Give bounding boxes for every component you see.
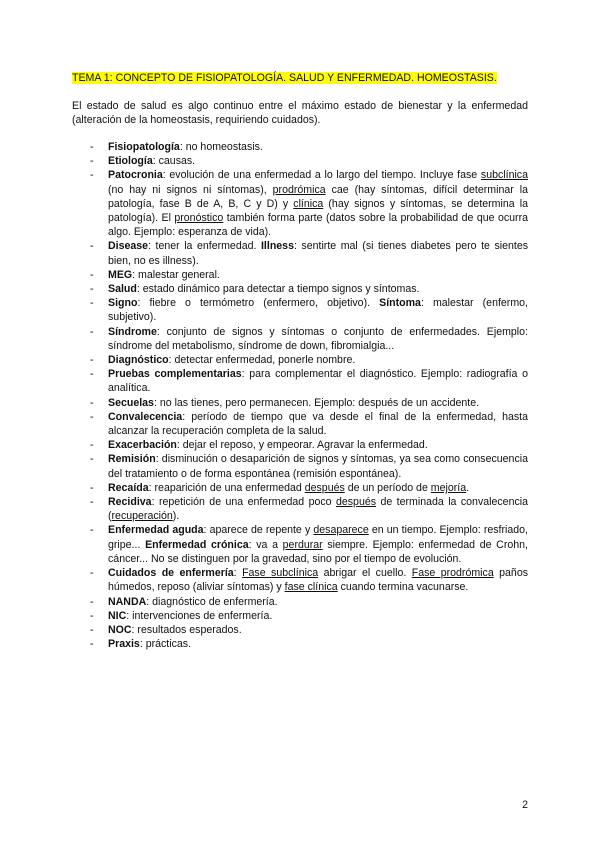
term: Convalecencia xyxy=(108,410,183,423)
term: Pruebas complementarias xyxy=(108,368,242,381)
list-item xyxy=(90,637,528,651)
underlined-term: Fase subclínica xyxy=(242,567,319,580)
underlined-term: mejoría xyxy=(430,481,467,494)
list-item xyxy=(90,566,528,594)
list-item xyxy=(90,282,528,296)
term: Illness xyxy=(260,240,294,253)
underlined-term: clínica xyxy=(293,197,324,210)
list-item xyxy=(90,595,528,609)
definition: de un período de xyxy=(344,481,431,494)
term: NOC xyxy=(108,623,132,636)
definition: cae (hay síntomas, difícil determinar la patología, fase B de A, B, C y D) y xyxy=(108,183,528,210)
definition: ). xyxy=(172,510,180,523)
term: Síntoma xyxy=(379,297,421,310)
definition: : no las tienes, pero permanecen. Ejemplo: después de un accidente. xyxy=(153,396,480,409)
definition: : va a xyxy=(248,538,283,551)
term: Disease xyxy=(108,240,149,253)
definition: siempre. Ejemplo: enfermedad de Crohn, cáncer... No se distinguen por la gravedad, sino por el tiempo de evolución. xyxy=(108,538,528,565)
definition: : disminución o desaparición de signos y síntomas, ya sea como consecuencia del tratamiento o de forma espontánea (remisión espontánea). xyxy=(108,453,528,480)
term: Exacerbación xyxy=(108,439,177,452)
underlined-term: pronóstico xyxy=(174,212,224,225)
term: Praxis xyxy=(108,638,140,651)
term: Cuidados de enfermería xyxy=(108,567,234,580)
term: Secuelas xyxy=(108,396,154,409)
definition: : resultados esperados. xyxy=(131,623,242,636)
underlined-term: fase clínica xyxy=(284,581,338,594)
definition: : malestar (enfermo, subjetivo). xyxy=(108,297,528,324)
list-item xyxy=(90,168,528,239)
definition: . xyxy=(466,481,470,494)
term: NIC xyxy=(108,609,127,622)
term: Remisión xyxy=(108,453,156,466)
page-number: 2 xyxy=(522,799,528,811)
title-highlight: TEMA 1: CONCEPTO DE FISIOPATOLOGÍA. SALUD Y ENFERMEDAD. HOMEOSTASIS. xyxy=(72,72,497,84)
term: Patocronia xyxy=(108,169,163,182)
definition: de terminada la convalecencia ( xyxy=(108,496,528,523)
list-item xyxy=(90,353,528,367)
list-item xyxy=(90,438,528,452)
list-item xyxy=(90,481,528,495)
list-item xyxy=(90,268,528,282)
underlined-term: perdurar xyxy=(282,538,323,551)
underlined-term: después xyxy=(304,481,345,494)
definition: : período de tiempo que va desde el final de la enfermedad, hasta alcanzar la recuperación completa de la salud. xyxy=(108,410,528,438)
term: Recidiva xyxy=(108,496,152,509)
list-item xyxy=(90,452,528,480)
list-item xyxy=(90,609,528,623)
list-item xyxy=(90,410,528,438)
definition: : detectar enfermedad, ponerle nombre. xyxy=(168,354,356,367)
definition: (no hay ni signos ni síntomas), xyxy=(108,183,273,196)
definition: : sentirte mal (si tienes diabetes pero te sientes bien, no es illness). xyxy=(108,240,529,267)
definition: : prácticas. xyxy=(139,638,192,651)
term: Diagnóstico xyxy=(108,354,169,367)
definition: : estado dinámico para detectar a tiempo signos y síntomas. xyxy=(136,283,420,296)
underlined-term: Fase prodrómica xyxy=(411,567,494,580)
definition: cuando termina vacunarse. xyxy=(337,581,469,594)
definition: (hay signos y síntomas, se determina la patología). El xyxy=(108,197,528,225)
list-item xyxy=(90,296,528,324)
definition: también forma parte (datos sobre la probabilidad de que ocurra algo. Ejemplo: esperanza de vida). xyxy=(108,212,528,239)
definition: : repetición de una enfermedad poco xyxy=(151,496,336,509)
definition: : causas. xyxy=(152,155,196,168)
definition: : malestar general. xyxy=(132,268,220,281)
term: MEG xyxy=(108,268,133,281)
list-item xyxy=(90,523,528,566)
underlined-term: prodrómica xyxy=(272,183,326,196)
list-item xyxy=(90,367,528,395)
term: Enfermedad crónica xyxy=(145,538,249,551)
definition: abrigar el cuello. xyxy=(318,567,412,580)
term: Fisiopatología xyxy=(108,141,180,153)
definition: : para complementar el diagnóstico. Ejemplo: radiografía o analítica. xyxy=(108,368,528,395)
definition: : fiebre o termómetro (enfermero, objetivo). xyxy=(137,297,380,310)
intro-paragraph: El estado de salud es algo continuo entre el máximo estado de bienestar y la enfermedad (alteración de la homeostasis, requiriendo cuidados). xyxy=(72,100,528,127)
list-item xyxy=(90,396,528,410)
term: Enfermedad aguda xyxy=(108,524,204,537)
list-item xyxy=(90,154,528,168)
term: Salud xyxy=(108,283,137,296)
underlined-term: desaparece xyxy=(313,524,369,537)
definitions-list xyxy=(90,140,528,651)
definition: : no homeostasis. xyxy=(179,141,263,153)
definition: : tener la enfermedad. xyxy=(148,240,261,253)
definition: paños húmedos, reposo (aliviar síntomas) y xyxy=(108,567,529,594)
definition: : diagnóstico de enfermería. xyxy=(146,595,278,608)
list-item xyxy=(90,140,528,154)
term: NANDA xyxy=(108,595,147,608)
definition: : evolución de una enfermedad a lo largo del tiempo. Incluye fase xyxy=(162,169,481,182)
list-item xyxy=(90,495,528,523)
term: Etiología xyxy=(108,155,153,168)
definition: : conjunto de signos y síntomas o conjunto de enfermedades. Ejemplo: síndrome del metabolismo, síndrome de down, fibromialgia... xyxy=(108,325,528,352)
underlined-term: recuperación xyxy=(111,510,173,523)
underlined-term: subclínica xyxy=(480,169,528,182)
definition: en un tiempo. Ejemplo: resfriado, gripe... xyxy=(108,524,528,551)
definition: : intervenciones de enfermería. xyxy=(126,609,273,622)
definition: : aparece de repente y xyxy=(203,524,314,537)
definition: : reaparición de una enfermedad xyxy=(148,481,305,494)
definition: : dejar el reposo, y empeorar. Agravar la enfermedad. xyxy=(176,439,428,452)
list-item xyxy=(90,325,528,353)
page-title xyxy=(72,71,497,85)
definition: : xyxy=(233,567,243,580)
list-item xyxy=(90,239,528,267)
term: Recaída xyxy=(108,481,149,494)
term: Síndrome xyxy=(108,325,157,338)
list-item xyxy=(90,623,528,637)
underlined-term: después xyxy=(335,496,377,509)
term: Signo xyxy=(108,297,138,310)
